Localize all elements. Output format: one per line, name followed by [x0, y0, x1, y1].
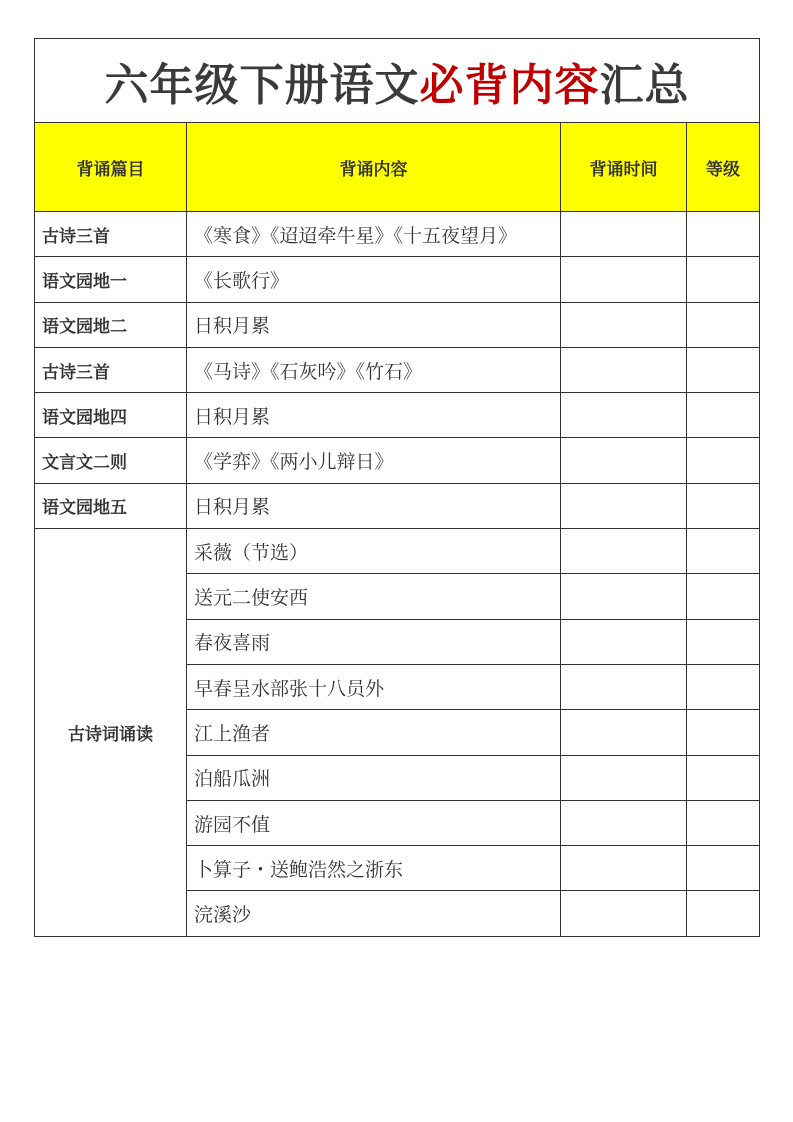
row-category: 语文园地五	[35, 483, 187, 528]
row-content: 日积月累	[187, 393, 561, 438]
recitation-table	[34, 38, 760, 937]
row-grade-cell[interactable]	[687, 212, 760, 257]
row-category: 古诗三首	[35, 347, 187, 392]
row-category: 语文园地一	[35, 257, 187, 302]
table-row	[35, 529, 760, 574]
row-content: 江上渔者	[187, 710, 561, 755]
table-row	[35, 483, 760, 528]
table-row	[35, 302, 760, 347]
title-part2: 汇总	[599, 59, 690, 111]
row-grade-cell[interactable]	[687, 710, 760, 755]
row-grade-cell[interactable]	[687, 393, 760, 438]
row-grade-cell[interactable]	[687, 257, 760, 302]
header-time: 背诵时间	[561, 123, 687, 212]
row-time-cell[interactable]	[561, 438, 687, 483]
row-time-cell[interactable]	[561, 347, 687, 392]
title-accent: 必背内容	[419, 59, 600, 111]
table-row	[35, 393, 760, 438]
row-grade-cell[interactable]	[687, 483, 760, 528]
row-time-cell[interactable]	[561, 529, 687, 574]
row-content: 《长歌行》	[187, 257, 561, 302]
row-content: 泊船瓜洲	[187, 755, 561, 800]
title-row	[35, 39, 760, 123]
row-time-cell[interactable]	[561, 483, 687, 528]
row-time-cell[interactable]	[561, 574, 687, 619]
row-content: 春夜喜雨	[187, 619, 561, 664]
row-time-cell[interactable]	[561, 800, 687, 845]
row-content: 《马诗》《石灰吟》《竹石》	[187, 347, 561, 392]
row-time-cell[interactable]	[561, 619, 687, 664]
row-category: 文言文二则	[35, 438, 187, 483]
row-time-cell[interactable]	[561, 664, 687, 709]
row-content: 送元二使安西	[187, 574, 561, 619]
row-grade-cell[interactable]	[687, 302, 760, 347]
table-row	[35, 347, 760, 392]
row-grade-cell[interactable]	[687, 438, 760, 483]
row-time-cell[interactable]	[561, 846, 687, 891]
row-content: 日积月累	[187, 302, 561, 347]
row-category: 语文园地四	[35, 393, 187, 438]
page-title	[35, 39, 760, 123]
row-time-cell[interactable]	[561, 393, 687, 438]
row-grade-cell[interactable]	[687, 846, 760, 891]
row-content: 《寒食》《迢迢牵牛星》《十五夜望月》	[187, 212, 561, 257]
row-grade-cell[interactable]	[687, 529, 760, 574]
row-content: 采薇（节选）	[187, 529, 561, 574]
header-grade: 等级	[687, 123, 760, 212]
title-part1: 六年级下册语文	[104, 59, 420, 111]
row-time-cell[interactable]	[561, 302, 687, 347]
row-grade-cell[interactable]	[687, 664, 760, 709]
row-time-cell[interactable]	[561, 710, 687, 755]
row-content: 浣溪沙	[187, 891, 561, 936]
row-grade-cell[interactable]	[687, 619, 760, 664]
header-topic: 背诵篇目	[35, 123, 187, 212]
group-category: 古诗词诵读	[35, 529, 187, 937]
header-content: 背诵内容	[187, 123, 561, 212]
row-grade-cell[interactable]	[687, 347, 760, 392]
row-time-cell[interactable]	[561, 257, 687, 302]
row-time-cell[interactable]	[561, 212, 687, 257]
row-content: 游园不值	[187, 800, 561, 845]
row-content: 早春呈水部张十八员外	[187, 664, 561, 709]
row-grade-cell[interactable]	[687, 574, 760, 619]
table-row	[35, 257, 760, 302]
row-grade-cell[interactable]	[687, 800, 760, 845]
row-time-cell[interactable]	[561, 891, 687, 936]
row-content: 卜算子・送鲍浩然之浙东	[187, 846, 561, 891]
table-row	[35, 438, 760, 483]
row-grade-cell[interactable]	[687, 891, 760, 936]
row-content: 《学弈》《两小儿辩日》	[187, 438, 561, 483]
recitation-sheet	[34, 38, 759, 937]
header-row	[35, 123, 760, 212]
row-content: 日积月累	[187, 483, 561, 528]
row-category: 语文园地二	[35, 302, 187, 347]
row-grade-cell[interactable]	[687, 755, 760, 800]
table-row	[35, 212, 760, 257]
row-category: 古诗三首	[35, 212, 187, 257]
row-time-cell[interactable]	[561, 755, 687, 800]
